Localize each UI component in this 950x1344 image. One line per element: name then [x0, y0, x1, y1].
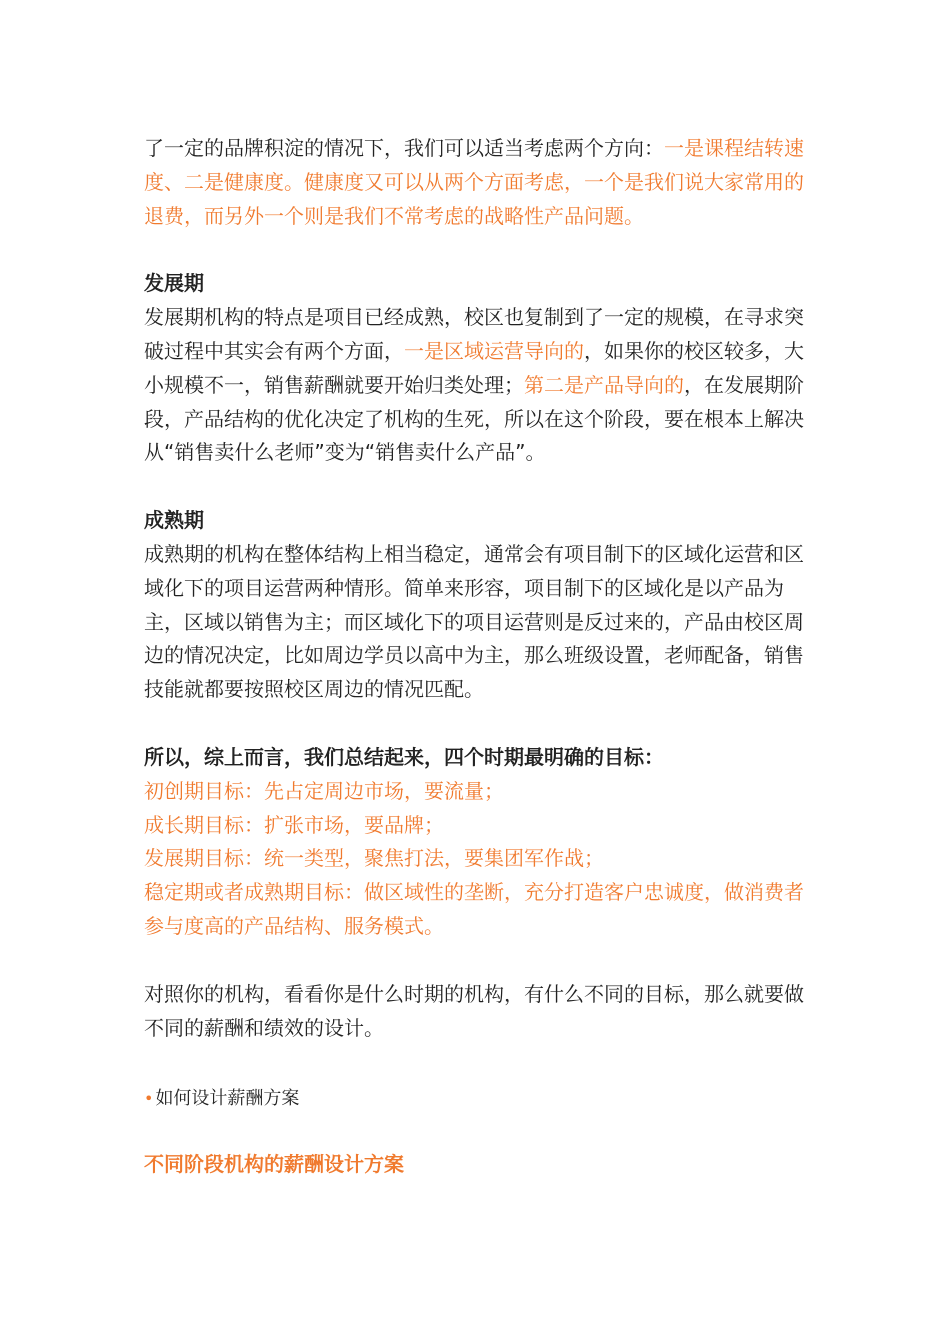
- mature-heading: 成熟期: [144, 508, 204, 533]
- goal-item: 发展期目标：统一类型，聚焦打法，要集团军作战；: [144, 846, 604, 871]
- article-body: [144, 132, 816, 1179]
- mature-paragraph: 成熟期的机构在整体结构上相当稳定，通常会有项目制下的区域化运营和区域化下的项目运营两种情形。简单来形容，项目制下的区域化是以产品为主，区域以销售为主；而区域化下的项目运营则是反过来的，产品由校区周边的情况决定，比如周边学员以高中为主，那么班级设置，老师配备，销售技能就都要按照校区周边的情况匹配。: [144, 541, 804, 702]
- goal-item: 初创期目标：先占定周边市场，要流量；: [144, 778, 504, 803]
- closing-paragraph: 对照你的机构，看看你是什么时期的机构，有什么不同的目标，那么就要做不同的薪酬和绩效的设计。: [144, 981, 804, 1040]
- development-highlight-2: 第二是产品导向的: [524, 372, 684, 397]
- goal-item: 稳定期或者成熟期目标：做区域性的垄断，充分打造客户忠诚度，做消费者参与度高的产品结构、服务模式。: [144, 880, 804, 938]
- intro-text: 了一定的品牌积淀的情况下，我们可以适当考虑两个方向：: [144, 136, 664, 160]
- summary-heading: 所以，综上而言，我们总结起来，四个时期最明确的目标：: [144, 744, 664, 769]
- development-text-1: 发展期机构的特点是项目已经成熟，校区也复制到了一定的规模，在寻求突破过程中其实会有两个方面，: [144, 305, 804, 363]
- bullet-text: 如何设计薪酬方案: [155, 1088, 300, 1110]
- bullet-link: [144, 1085, 816, 1113]
- development-highlight-1: 一是区域运营导向的: [404, 338, 584, 363]
- goal-item: 成长期目标：扩张市场，要品牌；: [144, 812, 444, 837]
- intro-paragraph: [144, 132, 816, 233]
- development-paragraph: [144, 301, 816, 470]
- bullet-dot-icon: •: [144, 1089, 154, 1109]
- intro-highlight: 一是课程结转速度、二是健康度。健康度又可以从两个方面考虑，一个是我们说大家常用的退费，而另外一个则是我们不常考虑的战略性产品问题。: [144, 136, 804, 228]
- development-heading: 发展期: [144, 271, 204, 296]
- section-title: 不同阶段机构的薪酬设计方案: [144, 1152, 404, 1177]
- development-text-2: ，如果你的校区较多，大小规模不一，销售薪酬就要开始归类处理；: [144, 338, 804, 397]
- development-text-3: ，在发展期阶段，产品结构的优化决定了机构的生死，所以在这个阶段，要在根本上解决从“销售卖什么老师”变为“销售卖什么产品”。: [144, 372, 804, 465]
